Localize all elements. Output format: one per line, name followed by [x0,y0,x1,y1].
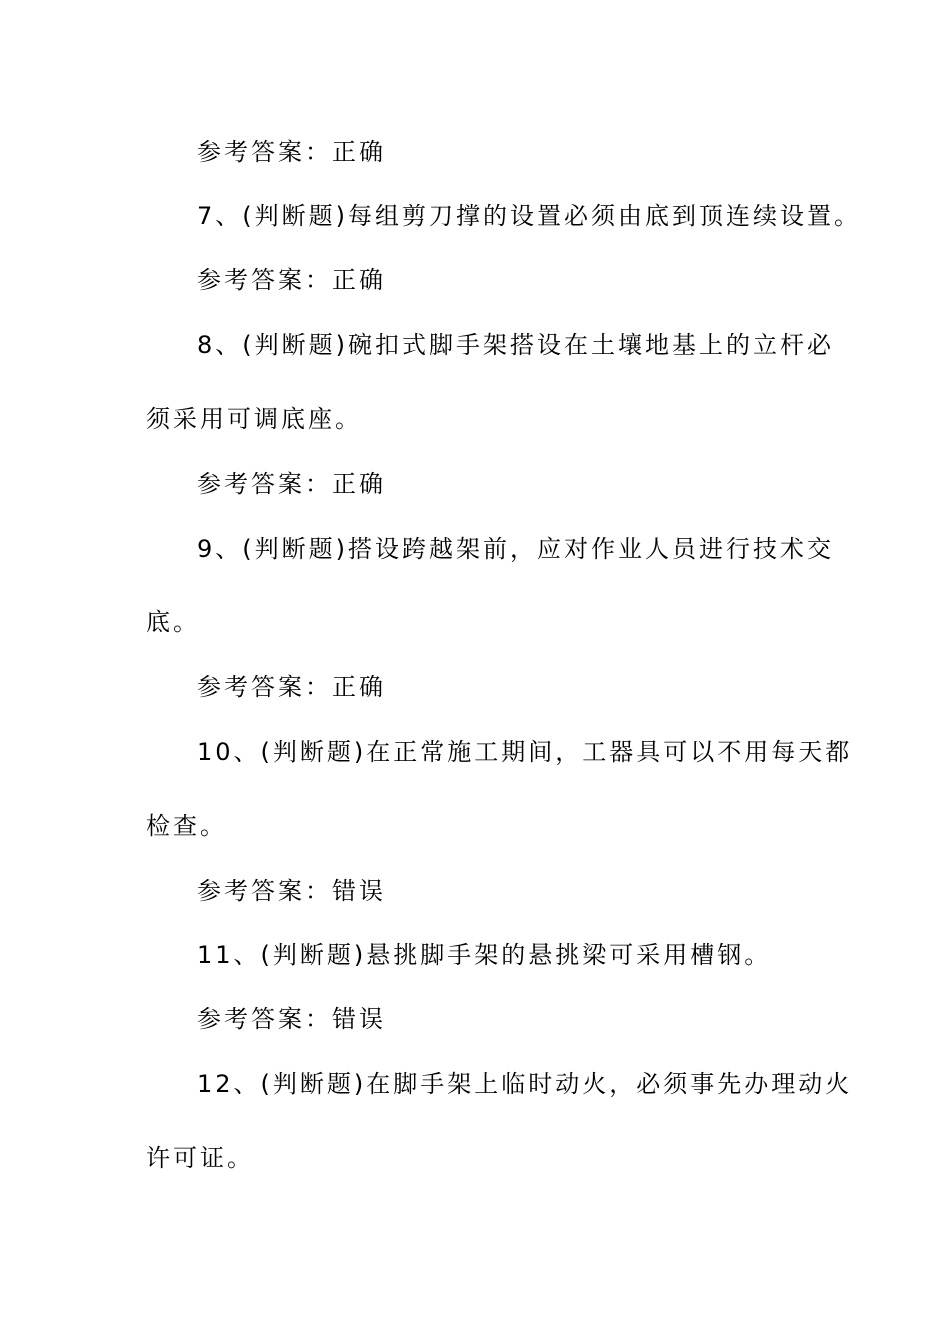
question-8-line-1: 8、(判断题)碗扣式脚手架搭设在土壤地基上的立杆必 [197,331,834,359]
question-10-line-1: 10、(判断题)在正常施工期间，工器具可以不用每天都 [197,738,853,766]
question-7-line-1: 7、(判断题)每组剪刀撑的设置必须由底到顶连续设置。 [197,202,861,230]
question-10-line-2: 检查。 [146,812,227,840]
question-9-line-2: 底。 [146,608,200,636]
answer-line: 参考答案：正确 [197,138,386,166]
answer-line: 参考答案：错误 [197,1005,386,1033]
answer-line: 参考答案：正确 [197,673,386,701]
question-9-line-1: 9、(判断题)搭设跨越架前，应对作业人员进行技术交 [197,535,834,563]
answer-line: 参考答案：错误 [197,877,386,905]
question-12-line-1: 12、(判断题)在脚手架上临时动火，必须事先办理动火 [197,1070,853,1098]
question-8-line-2: 须采用可调底座。 [146,405,362,433]
answer-line: 参考答案：正确 [197,266,386,294]
question-12-line-2: 许可证。 [146,1144,254,1172]
answer-line: 参考答案：正确 [197,470,386,498]
question-11-line-1: 11、(判断题)悬挑脚手架的悬挑梁可采用槽钢。 [197,941,772,969]
